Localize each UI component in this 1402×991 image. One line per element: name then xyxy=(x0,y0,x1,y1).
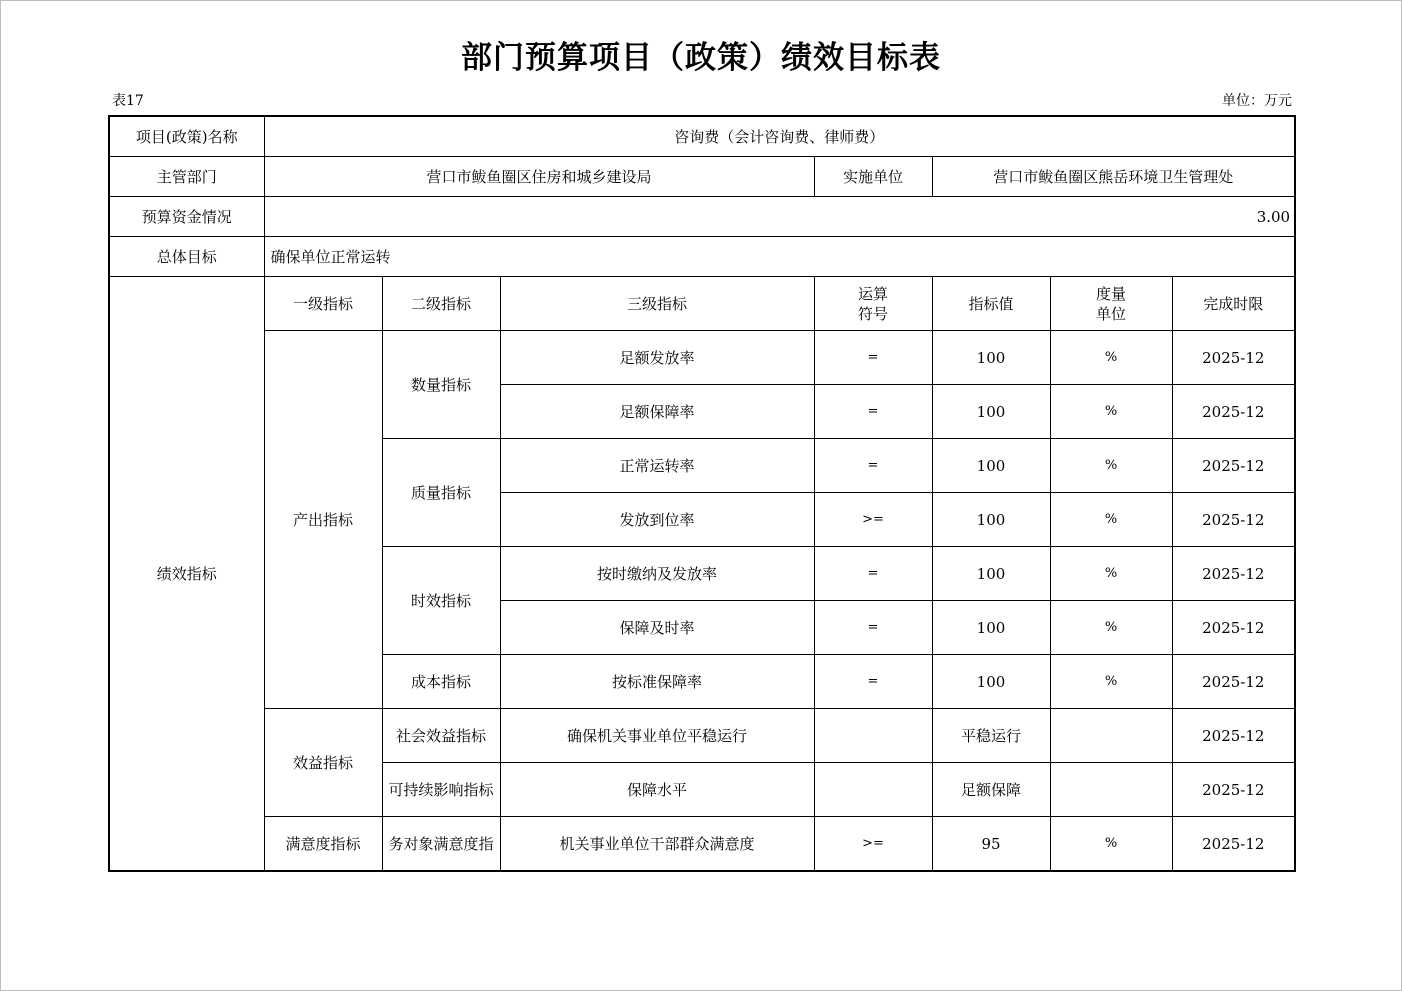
header-unit xyxy=(1050,277,1172,331)
row-deadline: 2025-12 xyxy=(1172,385,1295,439)
row-op: = xyxy=(814,547,932,601)
row-value: 足额保障 xyxy=(932,763,1050,817)
row-op xyxy=(814,709,932,763)
row-op: = xyxy=(814,439,932,493)
row-l3: 正常运转率 xyxy=(500,439,814,493)
header-unit-text: 度量 单位 xyxy=(1095,284,1126,323)
row-op: = xyxy=(814,601,932,655)
goal-row xyxy=(109,237,1295,277)
row-deadline: 2025-12 xyxy=(1172,655,1295,709)
perf-section-label: 绩效指标 xyxy=(109,277,264,872)
goal-label: 总体目标 xyxy=(109,237,264,277)
header-op xyxy=(814,277,932,331)
row-op: >= xyxy=(814,493,932,547)
row-l3: 机关事业单位干部群众满意度 xyxy=(500,817,814,872)
header-l2: 二级指标 xyxy=(382,277,500,331)
budget-value: 3.00 xyxy=(264,197,1295,237)
header-value: 指标值 xyxy=(932,277,1050,331)
row-l3: 足额保障率 xyxy=(500,385,814,439)
row-deadline: 2025-12 xyxy=(1172,331,1295,385)
row-value: 100 xyxy=(932,547,1050,601)
dept-label: 主管部门 xyxy=(109,157,264,197)
performance-target-table xyxy=(108,115,1296,872)
l1-output: 产出指标 xyxy=(264,331,382,709)
l2-quality: 质量指标 xyxy=(382,439,500,547)
row-deadline: 2025-12 xyxy=(1172,817,1295,872)
l2-timeliness: 时效指标 xyxy=(382,547,500,655)
row-value: 100 xyxy=(932,655,1050,709)
row-unit: % xyxy=(1050,331,1172,385)
row-unit: % xyxy=(1050,601,1172,655)
impl-value: 营口市鲅鱼圈区熊岳环境卫生管理处 xyxy=(932,157,1295,197)
header-row xyxy=(109,277,1295,331)
row-unit: % xyxy=(1050,385,1172,439)
row-deadline: 2025-12 xyxy=(1172,493,1295,547)
header-l1: 一级指标 xyxy=(264,277,382,331)
row-value: 100 xyxy=(932,493,1050,547)
impl-label: 实施单位 xyxy=(814,157,932,197)
row-l3: 发放到位率 xyxy=(500,493,814,547)
row-value: 100 xyxy=(932,601,1050,655)
table-row xyxy=(109,817,1295,872)
row-value: 100 xyxy=(932,385,1050,439)
row-unit: % xyxy=(1050,817,1172,872)
row-op xyxy=(814,763,932,817)
table-row xyxy=(109,331,1295,385)
row-l3: 足额发放率 xyxy=(500,331,814,385)
goal-value: 确保单位正常运转 xyxy=(264,237,1295,277)
row-unit xyxy=(1050,709,1172,763)
l2-service: 务对象满意度指 xyxy=(382,817,500,872)
row-op: = xyxy=(814,385,932,439)
l2-sustain: 可持续影响指标 xyxy=(382,763,500,817)
row-deadline: 2025-12 xyxy=(1172,709,1295,763)
row-deadline: 2025-12 xyxy=(1172,439,1295,493)
row-deadline: 2025-12 xyxy=(1172,547,1295,601)
row-l3: 保障及时率 xyxy=(500,601,814,655)
row-deadline: 2025-12 xyxy=(1172,601,1295,655)
row-value: 95 xyxy=(932,817,1050,872)
table-row xyxy=(109,709,1295,763)
row-unit: % xyxy=(1050,655,1172,709)
row-unit xyxy=(1050,763,1172,817)
budget-row xyxy=(109,197,1295,237)
l2-social: 社会效益指标 xyxy=(382,709,500,763)
row-l3: 确保机关事业单位平稳运行 xyxy=(500,709,814,763)
row-unit: % xyxy=(1050,493,1172,547)
project-name-row xyxy=(109,116,1295,157)
table-number: 表17 xyxy=(112,93,144,109)
row-op: = xyxy=(814,331,932,385)
row-value: 平稳运行 xyxy=(932,709,1050,763)
row-unit: % xyxy=(1050,439,1172,493)
row-l3: 保障水平 xyxy=(500,763,814,817)
row-unit: % xyxy=(1050,547,1172,601)
row-l3: 按时缴纳及发放率 xyxy=(500,547,814,601)
dept-value: 营口市鲅鱼圈区住房和城乡建设局 xyxy=(264,157,814,197)
row-deadline: 2025-12 xyxy=(1172,763,1295,817)
header-l3: 三级指标 xyxy=(500,277,814,331)
project-name-label: 项目(政策)名称 xyxy=(109,116,264,157)
l2-cost: 成本指标 xyxy=(382,655,500,709)
row-value: 100 xyxy=(932,331,1050,385)
l2-quantity: 数量指标 xyxy=(382,331,500,439)
l1-benefit: 效益指标 xyxy=(264,709,382,817)
l1-satisfaction: 满意度指标 xyxy=(264,817,382,872)
header-op-text: 运算 符号 xyxy=(857,284,888,323)
department-row xyxy=(109,157,1295,197)
row-op: = xyxy=(814,655,932,709)
row-value: 100 xyxy=(932,439,1050,493)
page-title: 部门预算项目（政策）绩效目标表 xyxy=(461,40,941,76)
row-l3: 按标准保障率 xyxy=(500,655,814,709)
unit-label: 单位：万元 xyxy=(1222,93,1292,109)
project-name-value: 咨询费（会计咨询费、律师费） xyxy=(264,116,1295,157)
header-deadline: 完成时限 xyxy=(1172,277,1295,331)
budget-label: 预算资金情况 xyxy=(109,197,264,237)
row-op: >= xyxy=(814,817,932,872)
